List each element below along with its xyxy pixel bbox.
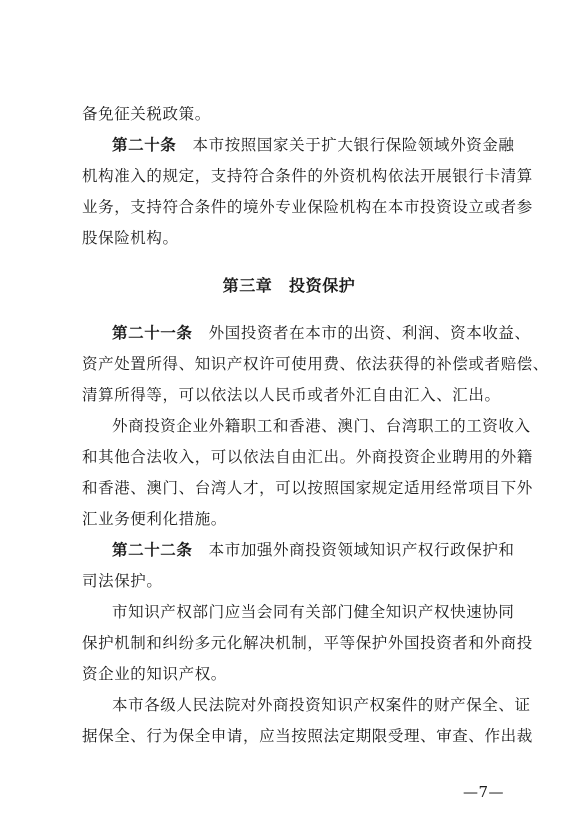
text-line: 本市各级人民法院对外商投资知识产权案件的财产保全、证 [112,696,531,714]
text-line: 清算所得等，可以依法以人民币或者外汇自由汇入、汇出。 [82,386,501,404]
text-line: 备免征关税政策。 [82,105,211,123]
page-number: —7— [462,783,504,801]
article-20-label: 第二十条 [112,136,177,154]
text-line: 股保险机构。 [82,229,179,247]
text-line: 机构准入的规定，支持符合条件的外资机构依法开展银行卡清算 [82,167,533,185]
text-line: 业务，支持符合条件的境外专业保险机构在本市投资设立或者参 [82,198,533,216]
text-line: 汇业务便利化措施。 [82,510,227,528]
text-line: 保护机制和纠纷多元化解决机制，平等保护外国投资者和外商投 [82,634,533,652]
text-line: 据保全、行为保全申请，应当按照法定期限受理、审查、作出裁 [82,727,533,745]
text-line: 外商投资企业外籍职工和香港、澳门、台湾职工的工资收入 [112,417,531,435]
text-line: 市知识产权部门应当会同有关部门健全知识产权快速协同 [112,603,515,621]
article-21-first-line: 第二十一条 外国投资者在本市的出资、利润、资本收益、 [112,324,531,342]
text-line: 资产处置所得、知识产权许可使用费、依法获得的补偿或者赔偿、 [82,355,549,373]
chapter-heading: 第三章 投资保护 [222,276,356,295]
text-line: 和香港、澳门、台湾人才，可以按照国家规定适用经常项目下外 [82,479,533,497]
article-22-first-line: 第二十二条 本市加强外商投资领域知识产权行政保护和 [112,541,515,559]
article-21-label: 第二十一条 [112,324,193,342]
text-line: 和其他合法收入，可以依法自由汇出。外商投资企业聘用的外籍 [82,448,533,466]
text-line: 司法保护。 [82,572,163,590]
article-20-first-line: 第二十条 本市按照国家关于扩大银行保险领域外资金融 [112,136,515,154]
article-22-label: 第二十二条 [112,541,193,559]
text-line: 资企业的知识产权。 [82,665,227,683]
